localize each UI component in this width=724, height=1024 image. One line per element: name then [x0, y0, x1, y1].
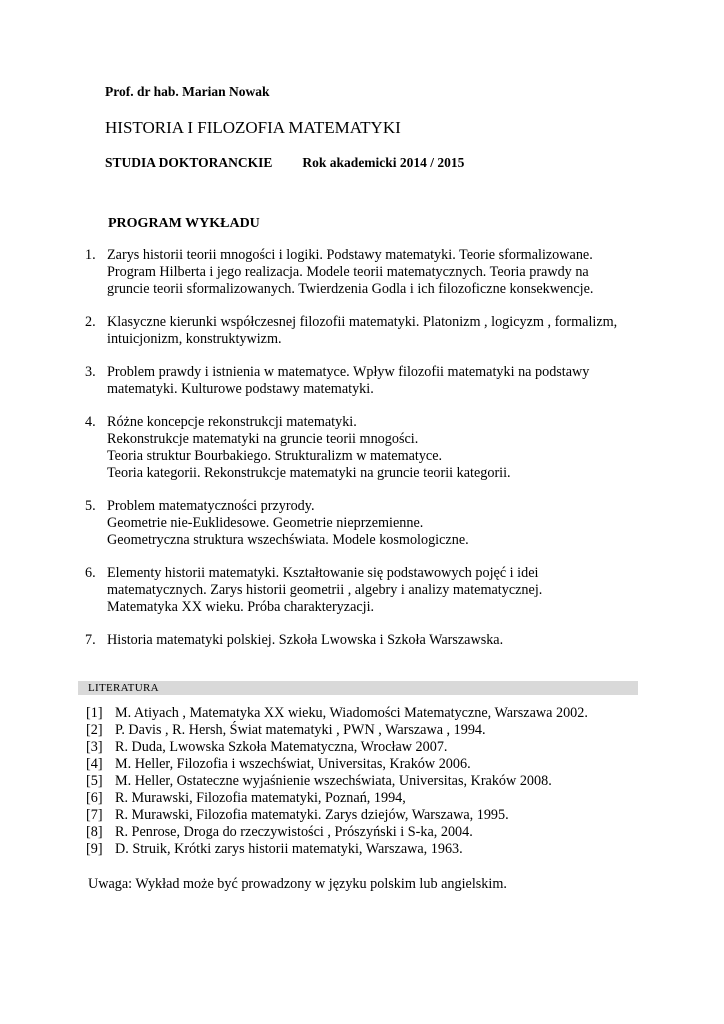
syllabus-item-text: Program Hilberta i jego realizacja. Modele teorii matematycznych. Teoria prawdy na [107, 264, 589, 280]
syllabus-item-text: Geometrie nie-Euklidesowe. Geometrie nieprzemienne. [107, 515, 424, 531]
reference-text: R. Murawski, Filozofia matematyki. Zarys dziejów, Warszawa, 1995. [115, 807, 509, 823]
reference-text: R. Murawski, Filozofia matematyki, Poznań, 1994, [115, 790, 406, 806]
reference-item [86, 739, 588, 756]
syllabus-item [85, 498, 645, 549]
program-heading: PROGRAM WYKŁADU [108, 216, 260, 231]
syllabus-item-number: 4. [85, 414, 96, 430]
reference-item [86, 705, 588, 722]
academic-year: Rok akademicki 2014 / 2015 [302, 155, 465, 170]
reference-text: M. Heller, Filozofia i wszechświat, Universitas, Kraków 2006. [115, 756, 471, 772]
reference-text: M. Heller, Ostateczne wyjaśnienie wszechświata, Universitas, Kraków 2008. [115, 773, 552, 789]
reference-item [86, 824, 588, 841]
syllabus-item-text: Różne koncepcje rekonstrukcji matematyki. [107, 414, 357, 430]
studies-line [105, 155, 464, 171]
syllabus-item-text: gruncie teorii sformalizowanych. Twierdzenia Godla i ich filozoficzne konsekwencje. [107, 281, 594, 297]
reference-item [86, 722, 588, 739]
syllabus-item-number: 6. [85, 565, 96, 581]
syllabus-item [85, 565, 645, 616]
studies-label: STUDIA DOKTORANCKIE [105, 155, 273, 170]
reference-item [86, 756, 588, 773]
reference-text: R. Penrose, Droga do rzeczywistości , Prószyński i S-ka, 2004. [115, 824, 473, 840]
reference-number: [8] [86, 824, 103, 840]
reference-number: [7] [86, 807, 103, 823]
reference-text: P. Davis , R. Hersh, Świat matematyki , PWN , Warszawa , 1994. [115, 722, 486, 738]
reference-list [86, 705, 588, 858]
syllabus-item-text: Geometryczna struktura wszechświata. Modele kosmologiczne. [107, 532, 469, 548]
reference-item [86, 807, 588, 824]
syllabus-item-text: matematycznych. Zarys historii geometrii , algebry i analizy matematycznej. [107, 582, 543, 598]
reference-item [86, 790, 588, 807]
document-title: HISTORIA I FILOZOFIA MATEMATYKI [105, 118, 401, 137]
syllabus-item-text: Elementy historii matematyki. Kształtowanie się podstawowych pojęć i idei [107, 565, 539, 581]
reference-number: [9] [86, 841, 103, 857]
syllabus-item-number: 1. [85, 247, 96, 263]
syllabus-item-text: matematyki. Kulturowe podstawy matematyki. [107, 381, 374, 397]
syllabus-item-text: Teoria struktur Bourbakiego. Strukturalizm w matematyce. [107, 448, 443, 464]
syllabus-item-text: intuicjonizm, konstruktywizm. [107, 331, 282, 347]
reference-text: M. Atiyach , Matematyka XX wieku, Wiadomości Matematyczne, Warszawa 2002. [115, 705, 588, 721]
reference-number: [6] [86, 790, 103, 806]
syllabus-item [85, 632, 645, 649]
syllabus-item-number: 5. [85, 498, 96, 514]
syllabus-item-number: 7. [85, 632, 96, 648]
syllabus-list [85, 247, 645, 665]
syllabus-item-text: Problem matematyczności przyrody. [107, 498, 315, 514]
reference-number: [1] [86, 705, 103, 721]
syllabus-item [85, 314, 645, 348]
syllabus-item-text: Problem prawdy i istnienia w matematyce. Wpływ filozofii matematyki na podstawy [107, 364, 590, 380]
syllabus-item-number: 3. [85, 364, 96, 380]
reference-number: [5] [86, 773, 103, 789]
reference-number: [2] [86, 722, 103, 738]
reference-text: D. Struik, Krótki zarys historii matematyki, Warszawa, 1963. [115, 841, 463, 857]
language-note: Uwaga: Wykład może być prowadzony w języku polskim lub angielskim. [88, 876, 507, 892]
syllabus-item-text: Klasyczne kierunki współczesnej filozofii matematyki. Platonizm , logicyzm , formalizm, [107, 314, 618, 330]
syllabus-item-text: Historia matematyki polskiej. Szkoła Lwowska i Szkoła Warszawska. [107, 632, 504, 648]
reference-text: R. Duda, Lwowska Szkoła Matematyczna, Wrocław 2007. [115, 739, 448, 755]
literature-heading: LITERATURA [78, 681, 638, 695]
reference-item [86, 841, 588, 858]
syllabus-item-number: 2. [85, 314, 96, 330]
syllabus-item-text: Zarys historii teorii mnogości i logiki. Podstawy matematyki. Teorie sformalizowane. [107, 247, 593, 263]
reference-number: [4] [86, 756, 103, 772]
syllabus-item [85, 247, 645, 298]
reference-number: [3] [86, 739, 103, 755]
syllabus-item [85, 364, 645, 398]
syllabus-item-text: Rekonstrukcje matematyki na gruncie teorii mnogości. [107, 431, 419, 447]
syllabus-item-text: Matematyka XX wieku. Próba charakteryzacji. [107, 599, 375, 615]
syllabus-item-text: Teoria kategorii. Rekonstrukcje matematyki na gruncie teorii kategorii. [107, 465, 511, 481]
author-name: Prof. dr hab. Marian Nowak [105, 84, 270, 99]
reference-item [86, 773, 588, 790]
syllabus-item [85, 414, 645, 482]
